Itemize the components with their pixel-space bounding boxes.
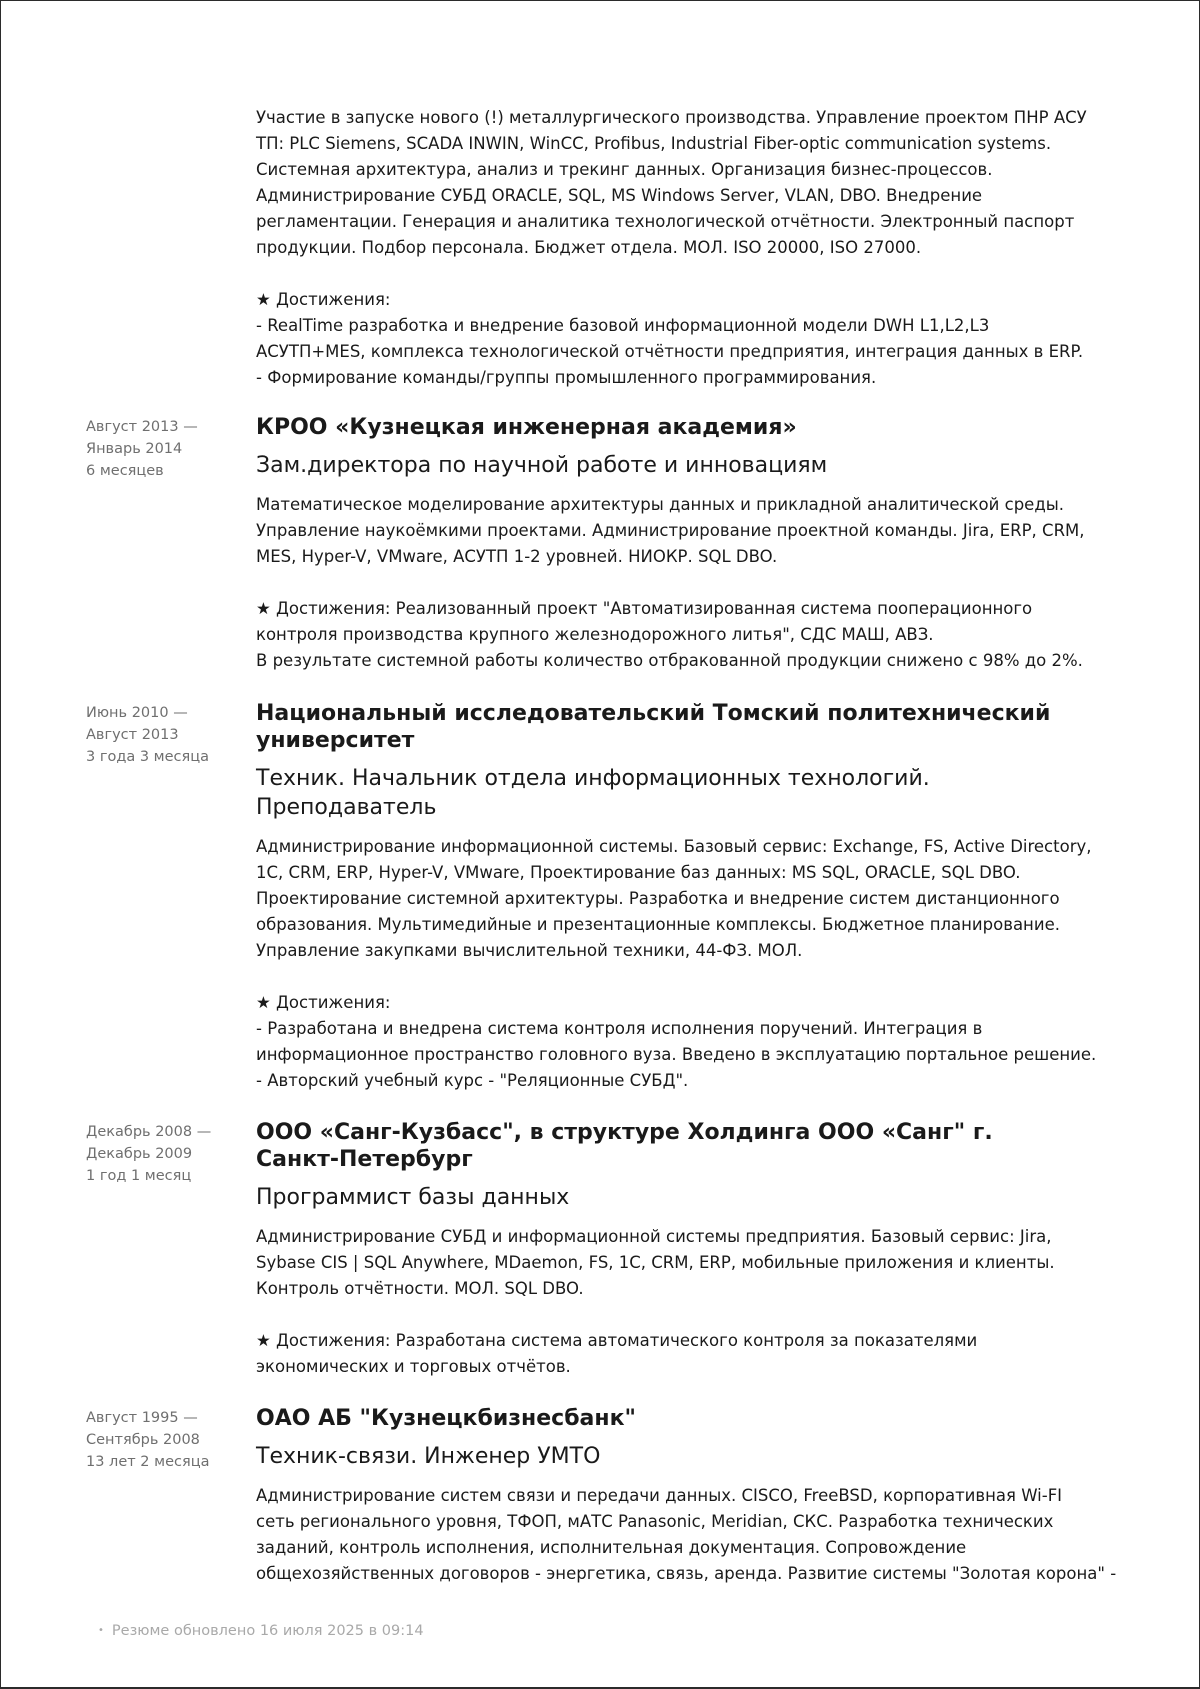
position-title: Программист базы данных <box>256 1185 570 1210</box>
period-start: Декабрь 2008 — <box>86 1124 212 1140</box>
company-name: ООО «Санг-Кузбасс", в структуре Холдинга ООО «Санг" г. Санкт-Петербург <box>256 1120 993 1172</box>
duration: 1 год 1 месяц <box>86 1168 192 1184</box>
experience-dates <box>86 1121 256 1187</box>
job-achievements: ★ Достижения: - RealTime разработка и внедрение базовой информационной модели DWH L1,L2,L3 АСУТП+MES, комплекса технологической отчётности предприятия, интеграция данных в ERP. - Формирование команды/группы промышленного программирования. <box>256 290 1084 387</box>
position-title: Зам.директора по научной работе и инновациям <box>256 453 828 478</box>
duration: 3 года 3 месяца <box>86 749 209 765</box>
duration: 13 лет 2 месяца <box>86 1454 210 1470</box>
updated-timestamp: Резюме обновлено 16 июля 2025 в 09:14 <box>111 1623 424 1639</box>
period-end: Сентябрь 2008 <box>86 1432 200 1448</box>
period-start: Июнь 2010 — <box>86 705 188 721</box>
job-description: Администрирование СУБД и информационной системы предприятия. Базовый сервис: Jira, Sybase CIS | SQL Anywhere, MDaemon, FS, 1C, CRM, ERP, мобильные приложения и клиенты. Контроль отчётности. МОЛ. SQL DBO. <box>256 1227 1055 1298</box>
bullet-icon: • <box>98 1625 104 1636</box>
period-start: Август 1995 — <box>86 1410 198 1426</box>
period-end: Август 2013 <box>86 727 179 743</box>
position-title: Техник. Начальник отдела информационных технологий. Преподаватель <box>256 766 930 820</box>
job-description: Математическое моделирование архитектуры данных и прикладной аналитической среды. Управление наукоёмкими проектами. Администрирование проектной команды. Jira, ERP, CRM, MES, Hyper-V, VMware, АСУТП 1-2 уровней. НИОКР. SQL DBO. <box>256 495 1085 566</box>
job-achievements: ★ Достижения: - Разработана и внедрена система контроля исполнения поручений. Интеграция в информационное пространство головного вуза. Введено в эксплуатацию портальное решение. - Авторский учебный курс - "Реляционные СУБД". <box>256 993 1097 1090</box>
job-description: Участие в запуске нового (!) металлургического производства. Управление проектом ПНР АСУ ТП: PLC Siemens, SCADA INWIN, WinCC, Profibus, Industrial Fiber-optic communication systems. Системная архитектура, анализ и трекинг данных. Организация бизнес-процессов. Администрирование СУБД ORACLE, SQL, MS Windows Server, VLAN, DBO. Внедрение регламентации. Генерация и аналитика технологической отчётности. Электронный паспорт продукции. Подбор персонала. Бюджет отдела. МОЛ. ISO 20000, ISO 27000. <box>256 108 1087 257</box>
company-name: Национальный исследовательский Томский политехнический университет <box>256 701 1051 753</box>
resume-updated-footer <box>98 1623 424 1639</box>
company-name: ОАО АБ "Кузнецкбизнесбанк" <box>256 1406 636 1431</box>
period-start: Август 2013 — <box>86 419 198 435</box>
previous-job-continuation <box>256 105 1136 391</box>
period-end: Декабрь 2009 <box>86 1146 193 1162</box>
experience-dates <box>86 416 256 482</box>
period-end: Январь 2014 <box>86 441 183 457</box>
job-description: Администрирование систем связи и передачи данных. CISCO, FreeBSD, корпоративная Wi-FI сеть регионального уровня, ТФОП, мАТС Panasonic, Meridian, СКС. Разработка технических заданий, контроль исполнения, исполнительная документация. Сопровождение общехозяйственных договоров - энергетика, связь, аренда. Развитие системы "Золотая корона" - <box>256 1486 1117 1583</box>
duration: 6 месяцев <box>86 463 164 479</box>
position-title: Техник-связи. Инженер УМТО <box>256 1444 601 1469</box>
company-name: КРОО «Кузнецкая инженерная академия» <box>256 415 797 440</box>
experience-dates <box>86 702 256 768</box>
job-achievements: ★ Достижения: Разработана система автоматического контроля за показателями экономических и торговых отчётов. <box>256 1331 978 1376</box>
job-achievements: ★ Достижения: Реализованный проект "Автоматизированная система пооперационного контроля производства крупного железнодорожного литья", СДС МАШ, АВЗ. В результате системной работы количество отбракованной продукции снижено с 98% до 2%. <box>256 599 1083 670</box>
experience-dates <box>86 1407 256 1473</box>
job-description: Администрирование информационной системы. Базовый сервис: Exchange, FS, Active Directory, 1C, CRM, ERP, Hyper-V, VMware, Проектирование баз данных: MS SQL, ORACLE, SQL DBO. Проектирование системной архитектуры. Разработка и внедрение систем дистанционного образования. Мультимедийные и презентационные комплексы. Бюджетное планирование. Управление закупками вычислительной техники, 44-ФЗ. МОЛ. <box>256 837 1092 960</box>
